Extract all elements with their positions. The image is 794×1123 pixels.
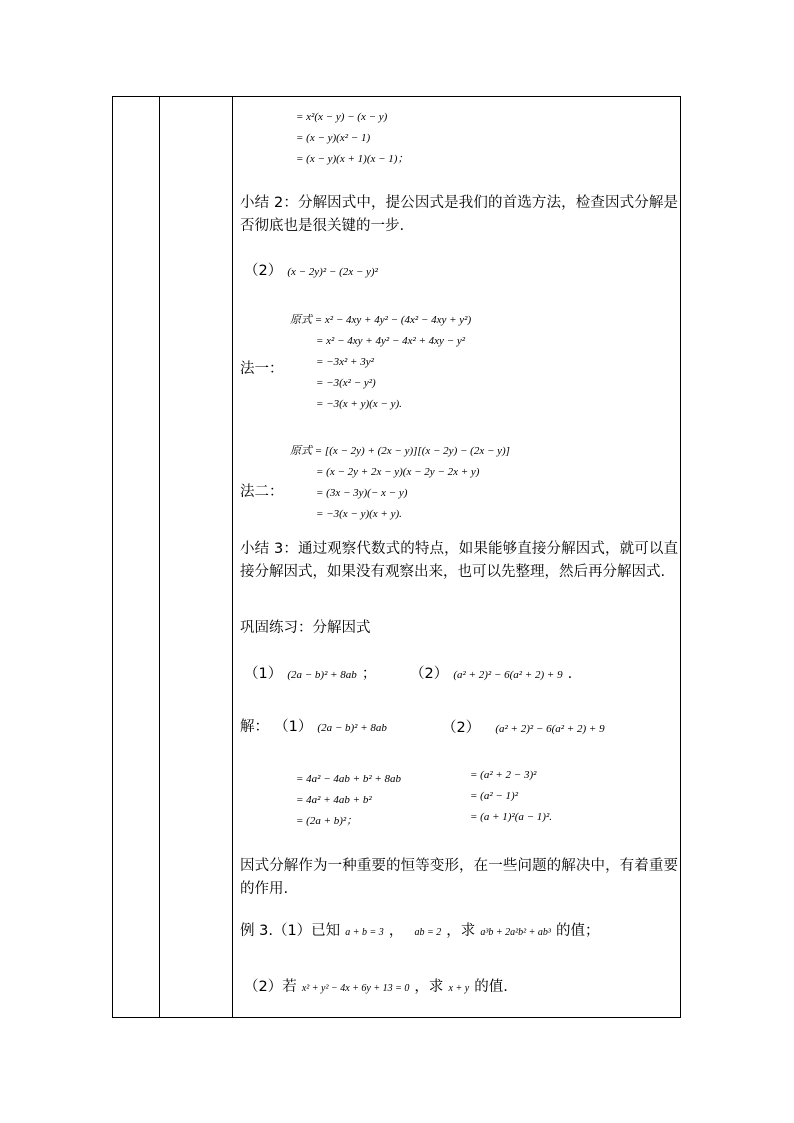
conclusion: 因式分解作为一种重要的恒等变形，在一些问题的解决中，有着重要的作用. [240,858,678,897]
example-3-p2-prefix: （2）若 [244,979,297,995]
solution-1-line: = 4a² + 4ab + b² [296,794,372,806]
practice-2-end: . [567,666,573,682]
summary-3: 小结 3：通过观察代数式的特点，如果能够直接分解因式，就可以直接分解因式，如果没有观察出来，也可以先整理，然后再分解因式. [240,541,678,580]
method-1-line: 原式 = x² − 4xy + 4y² − (4x² − 4xy + y²) [290,314,472,326]
example-3-part-2 [244,975,508,996]
example-3-cond-2: ab = 2 [414,927,442,938]
method-2-line: 原式 = [(x − 2y) + (2x − y)][(x − 2y) − (2x − y)] [290,445,510,457]
solution-2-label: （2） [442,720,481,736]
solution-2-line: = (a² + 2 − 3)² [470,769,537,781]
solution-1-lines [296,769,401,832]
solution-1-line: = (2a + b)²； [296,815,358,827]
step-line: = (x − y)(x + 1)(x − 1)； [296,153,409,165]
example-3-equation: x² + y² − 4x + 6y + 13 = 0 [301,983,410,994]
example-3-p2-mid: ，求 [414,979,444,995]
method-2-label: 法二： [240,484,284,500]
solution-2-lines [470,765,552,828]
solution-2-expr: (a² + 2)² − 6(a² + 2) + 9 [495,723,605,735]
practice-item-1 [244,662,376,683]
solution-2-line: = (a² − 1)² [470,790,519,802]
summary-2: 小结 2：分解因式中，提公因式是我们的首选方法，检查因式分解是否彻底也是很关键的一步. [240,195,678,234]
problem-2 [244,259,378,280]
column-divider-2 [232,97,233,1017]
method-2-line: = (x − 2y + 2x − y)(x − 2y − 2x + y) [316,466,480,478]
solution-1-label: （1） [274,719,313,735]
example-3-ask: ，求 [446,923,476,939]
method-1-line: = −3(x² − y²) [316,377,376,389]
practice-1-label: （1） [244,666,283,682]
method-1-lines [290,310,471,415]
solution-header [240,715,387,736]
method-2-line: = (3x − 3y)(− x − y) [316,487,408,499]
solution-label: 解： [240,719,269,735]
method-2-lines [290,441,510,525]
example-3-cond-1: a + b = 3 [345,927,384,938]
example-3-suffix: 的值； [555,923,600,939]
step-lines [296,107,408,170]
example-3-part-1 [240,919,599,940]
step-line: = (x − y)(x² − 1) [296,132,371,144]
problem-2-label: （2） [244,263,283,279]
practice-title: 巩固练习：分解因式 [240,620,371,636]
method-2-line: = −3(x − y)(x + y). [316,508,402,520]
example-3-target: x + y [448,983,470,994]
example-3-sep: ， [388,923,404,939]
solution-2-line: = (a + 1)²(a − 1)². [470,811,553,823]
practice-1-expr: (2a − b)² + 8ab [287,669,357,681]
column-divider-1 [159,97,160,1017]
method-1-line: = x² − 4xy + 4y² − 4x² + 4xy − y² [316,335,466,347]
practice-1-end: ； [361,666,377,682]
step-line: = x²(x − y) − (x − y) [296,111,388,123]
method-1-label: 法一： [240,361,284,377]
practice-2-label: （2） [410,666,449,682]
method-1-line: = −3(x + y)(x − y). [316,398,402,410]
solution-1-line: = 4a² − 4ab + b² + 8ab [296,773,402,785]
practice-2-expr: (a² + 2)² − 6(a² + 2) + 9 [453,669,563,681]
solution-2-header [442,716,605,737]
practice-item-2 [410,662,572,683]
problem-2-expr: (x − 2y)² − (2x − y)² [287,266,378,278]
example-3-prefix: 例 3.（1）已知 [240,923,341,939]
solution-1-expr: (2a − b)² + 8ab [317,722,387,734]
example-3-p2-suffix: 的值. [474,979,508,995]
method-1-line: = −3x² + 3y² [316,356,374,368]
example-3-expr: a³b + 2a²b² + ab³ [480,927,551,938]
